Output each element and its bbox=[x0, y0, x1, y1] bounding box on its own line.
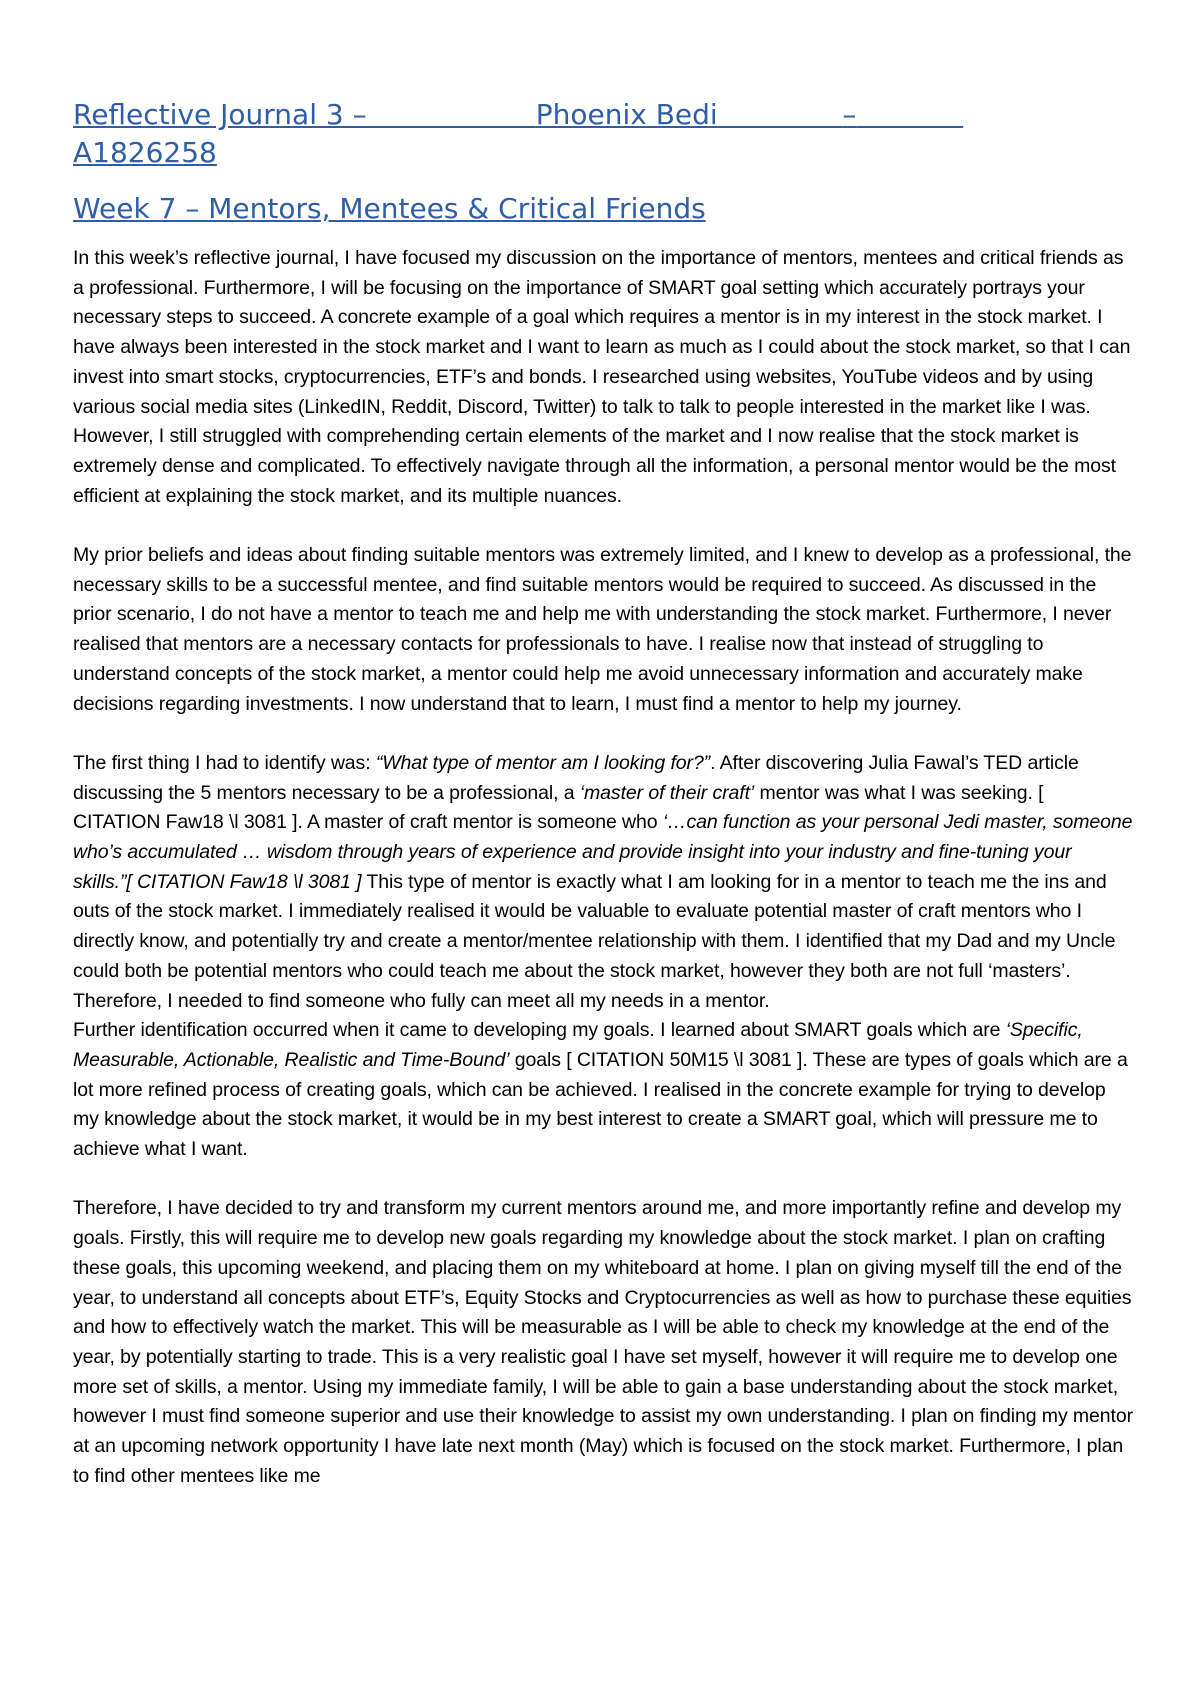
p4-text-c: goals [ CITATION 50M15 \l 3081 ]. These are types of goals which are a lot more refined process of creating goals, which can be achieved. I realised in the concrete example for trying to develop my knowledge about the stock market, it would be in my best interest to create a SMART goal, which will pressure me to achieve what I want. bbox=[73, 1048, 1128, 1161]
p4-text-a: Further identification occurred when it came to developing my goals. I learned about SMART goals which are bbox=[73, 1019, 1006, 1042]
p3-text-e: mentor was what I was seeking. [ CITATION Faw18 \l 3081 ]. A master of craft mentor is someone who bbox=[73, 781, 1044, 834]
p3-quote-master: ‘master of their craft’ bbox=[579, 781, 755, 804]
p3-text-c: . After discovering Julia Fawal’s TED article discussing the 5 mentors necessary to be a professional, a bbox=[73, 751, 1079, 804]
p3-quote-jedi: ‘…can function as your personal Jedi master, someone who’s accumulated … wisdom through years of experience and provide insight into your industry and fine-tuning your skills.”[ CITATION Faw18 \l 3081 ] bbox=[73, 811, 1133, 893]
paragraph-2: My prior beliefs and ideas about finding suitable mentors was extremely limited, and I knew to develop as a professional, the necessary skills to be a successful mentee, and find suitable mentors would be required to succeed. As discussed in the prior scenario, I do not have a mentor to teach me and help me with understanding the stock market. Furthermore, I never realised that mentors are a necessary contacts for professionals to have. I realise now that instead of struggling to understand concepts of the stock market, a mentor could help me avoid unnecessary information and accurately make decisions regarding investments. I now understand that to learn, I must find a mentor to help my journey. bbox=[73, 544, 1132, 715]
title-id: A1826258 bbox=[73, 136, 217, 169]
week-title: Week 7 – Mentors, Mentees & Critical Friends bbox=[73, 192, 706, 225]
document-body bbox=[73, 96, 1133, 1521]
journal-title bbox=[73, 96, 1133, 172]
title-name: Phoenix Bedi bbox=[535, 98, 718, 131]
paragraph-4 bbox=[73, 1016, 1133, 1165]
p3-text-a: The first thing I had to identify was: bbox=[73, 751, 376, 774]
title-part1: Reflective Journal 3 – bbox=[73, 98, 376, 131]
p4-quote-smart: ‘Specific, Measurable, Actionable, Realistic and Time-Bound’ bbox=[73, 1019, 1083, 1071]
title-gap2 bbox=[718, 98, 843, 131]
title-dash: – bbox=[842, 98, 857, 131]
paragraph-1: In this week’s reflective journal, I have focused my discussion on the importance of mentors, mentees and critical friends as a professional. Furthermore, I will be focusing on the importance of SMART goal setting which accurately portrays your necessary steps to succeed. A concrete example of a goal which requires a mentor is in my interest in the stock market. I have always been interested in the stock market and I want to learn as much as I could about the stock market, so that I can invest into smart stocks, cryptocurrencies, ETF’s and bonds. I researched using websites, YouTube videos and by using various social media sites (LinkedIN, Reddit, Discord, Twitter) to talk to talk to people interested in the market like I was. However, I still struggled with comprehending certain elements of the market and I now realise that the stock market is extremely dense and complicated. To effectively navigate through all the information, a personal mentor would be the most efficient at explaining the stock market, and its multiple nuances. bbox=[73, 247, 1131, 507]
paragraph-3 bbox=[73, 749, 1133, 1016]
paragraph-5: Therefore, I have decided to try and transform my current mentors around me, and more importantly refine and develop my goals. Firstly, this will require me to develop new goals regarding my knowledge about the stock market. I plan on crafting these goals, this upcoming weekend, and placing them on my whiteboard at home. I plan on giving myself till the end of the year, to understand all concepts about ETF’s, Equity Stocks and Cryptocurrencies as well as how to purchase these equities and how to effectively watch the market. This will be measurable as I will be able to check my knowledge at the end of the year, by potentially starting to trade. This is a very realistic goal I have set myself, however it will require me to develop one more set of skills, a mentor. Using my immediate family, I will be able to gain a base understanding about the stock market, however I must find someone superior and use their knowledge to assist my own understanding. I plan on finding my mentor at an upcoming network opportunity I have late next month (May) which is focused on the stock market. Furthermore, I plan to find other mentees like me bbox=[73, 1197, 1133, 1487]
title-gap3 bbox=[856, 98, 963, 131]
p3-quote-question: “What type of mentor am I looking for?” bbox=[375, 751, 711, 774]
p3-text-g: This type of mentor is exactly what I am looking for in a mentor to teach me the ins and outs of the stock market. I immediately realised it would be valuable to evaluate potential master of craft mentors who I directly know, and potentially try and create a mentor/mentee relationship with them. I identified that my Dad and my Uncle could both be potential mentors who could teach me about the stock market, however they both are not full ‘masters’. Therefore, I needed to find someone who fully can meet all my needs in a mentor. bbox=[73, 870, 1116, 1012]
title-gap1 bbox=[376, 98, 536, 131]
